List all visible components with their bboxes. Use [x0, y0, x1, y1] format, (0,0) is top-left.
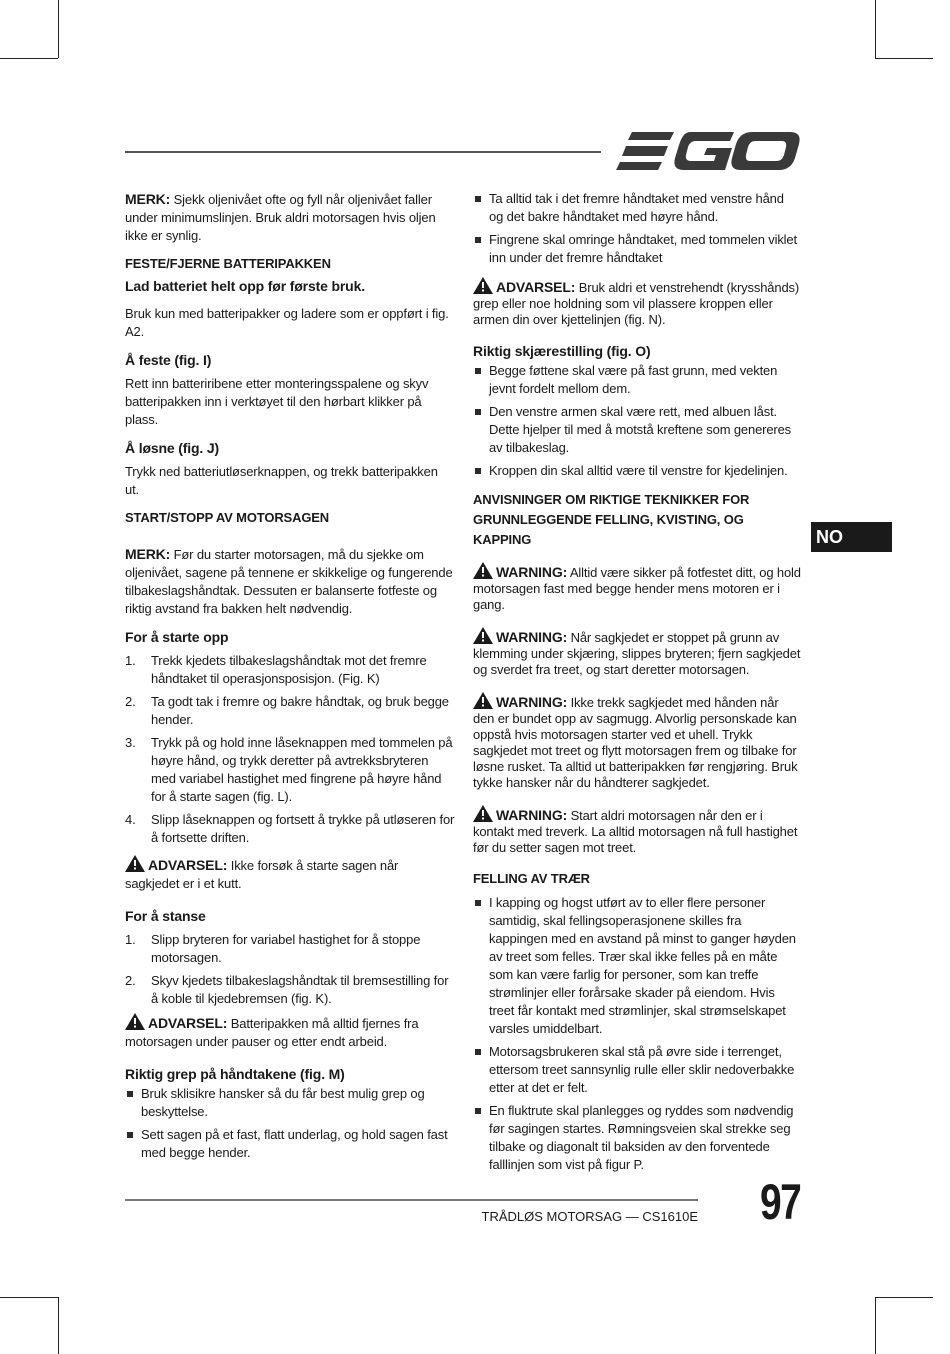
bullet-text: Motorsagsbrukeren skal stå på øvre side i terrenget, ettersom treet sannsynlig rulle eller sklir nedoverbakke etter at det er felt.: [489, 1044, 795, 1095]
bullet-text: Sett sagen på et fast, flatt underlag, og hold sagen fast med begge hender.: [141, 1127, 448, 1160]
list-item: [125, 693, 455, 729]
stance-bullets-list: [473, 362, 801, 480]
section-heading: ANVISNINGER OM RIKTIGE TEKNIKKER FOR GRUNNLEGGENDE FELLING, KVISTING, OG KAPPING: [473, 492, 750, 547]
bullet-text: Ta alltid tak i det fremre håndtaket med venstre hånd og det bakre håndtaket med høyre hånd.: [489, 191, 784, 224]
step-text: Slipp bryteren for variabel hastighet for å stoppe motorsagen.: [151, 932, 421, 965]
list-item: [473, 462, 801, 480]
page-number: 97: [760, 1174, 801, 1230]
crop-mark: [0, 58, 58, 59]
note-label: MERK:: [125, 191, 171, 207]
list-item: [473, 362, 801, 398]
header-rule: [125, 151, 601, 153]
warning-label: WARNING:: [496, 694, 568, 710]
note-text: Sjekk oljenivået ofte og fyll når oljenivået faller under minimumslinjen. Bruk aldri motorsagen hvis oljen ikke er synlig.: [125, 192, 436, 243]
list-item: [473, 190, 801, 226]
crop-mark: [875, 1297, 876, 1354]
bullet-square-icon: [127, 1132, 133, 1138]
note-start: [125, 545, 455, 618]
list-item: [473, 1102, 801, 1174]
section-heading: For å stanse: [125, 908, 206, 924]
ego-logo: [616, 128, 800, 174]
section-heading: FELLING AV TRÆR: [473, 871, 590, 886]
step-text: Slipp låseknappen og fortsett å trykke på utløseren for å fortsette driften.: [151, 812, 455, 845]
warning-triangle-icon: [125, 855, 145, 872]
warning-block: [473, 627, 801, 678]
warning-block: [125, 855, 455, 893]
list-item: [473, 894, 801, 1038]
crop-mark: [58, 0, 59, 58]
right-column: [473, 190, 801, 1182]
step-number: 1.: [125, 653, 136, 668]
warning-block: [473, 277, 801, 328]
warning-label: WARNING:: [496, 807, 568, 823]
warning-triangle-icon: [473, 277, 493, 294]
section-heading: Riktig skjærestilling (fig. O): [473, 343, 651, 359]
list-item: [125, 811, 455, 847]
bullet-text: Fingrene skal omringe håndtaket, med tommelen viklet inn under det fremre håndtaket: [489, 232, 797, 265]
step-text: Trykk på og hold inne låseknappen med tommelen på høyre hånd, og trykk deretter på avtrekksbryteren med variabel hastighet med fingrene på høyre hånd for å starte sagen (fig. L).: [151, 735, 453, 804]
list-item: [473, 403, 801, 457]
warning-triangle-icon: [125, 1013, 145, 1030]
note-text: Før du starter motorsagen, må du sjekke om oljenivået, sagene på tennene er skikkelige og fungerende tilbakeslagshåndtak. Dessuten er balanserte fotfeste og riktig avstand fra bakken helt nødvendig.: [125, 547, 453, 616]
bullet-square-icon: [475, 468, 481, 474]
language-badge: NO: [811, 522, 892, 552]
warning-label: WARNING:: [496, 564, 568, 580]
bullet-text: Begge føttene skal være på fast grunn, med vekten jevnt fordelt mellom dem.: [489, 363, 778, 396]
warning-text: Bruk aldri et venstrehendt (kryssһånds) grep eller noe holdning som vil plassere kroppen eller armen din over kjettelinjen (fig. N).: [473, 280, 800, 327]
bullet-text: Kroppen din skal alltid være til venstre for kjedelinjen.: [489, 463, 788, 478]
warning-text: Ikke forsøk å starte sagen når sagkjedet er i et kutt.: [125, 858, 399, 891]
bullet-square-icon: [475, 237, 481, 243]
note-label: MERK:: [125, 546, 171, 562]
warning-text: Start aldri motorsagen når den er i kontakt med treverk. La alltid motorsagen nå full hastighet før du setter sagen mot treet.: [473, 808, 798, 855]
warning-label: WARNING:: [496, 629, 568, 645]
grip-bullets-list: [125, 1085, 455, 1162]
list-item: [125, 931, 455, 967]
list-item: [125, 652, 455, 688]
crop-mark: [875, 1297, 933, 1298]
list-item: [125, 734, 455, 806]
section-heading: FESTE/FJERNE BATTERIPAKKEN: [125, 256, 331, 271]
start-steps-list: [125, 652, 455, 847]
section-heading: START/STOPP AV MOTORSAGEN: [125, 510, 330, 525]
warning-label: ADVARSEL:: [148, 857, 228, 873]
crop-mark: [875, 58, 933, 59]
bullet-square-icon: [127, 1091, 133, 1097]
list-item: [125, 1085, 455, 1121]
stop-steps-list: [125, 931, 455, 1008]
list-item: [473, 231, 801, 267]
bullet-square-icon: [475, 196, 481, 202]
bullet-text: En fluktrute skal planlegges og ryddes som nødvendig før sagingen startes. Rømningsveien skal strekke seg tilbake og diagonalt til baksiden av den forventede falllinjen som vist på figur P.: [489, 1103, 794, 1172]
step-text: Ta godt tak i fremre og bakre håndtak, og bruk begge hender.: [151, 694, 449, 727]
warning-triangle-icon: [473, 627, 493, 644]
note-oil: [125, 190, 455, 245]
step-number: 4.: [125, 812, 136, 827]
bullet-square-icon: [475, 409, 481, 415]
footer-title: TRÅDLØS MOTORSAG — CS1610E: [481, 1209, 698, 1224]
footer-rule: [125, 1199, 698, 1201]
list-item: [125, 1126, 455, 1162]
warning-label: ADVARSEL:: [148, 1015, 228, 1031]
step-text: Trekk kjedets tilbakeslagshåndtak mot det fremre håndtaket til operasjonsposisjon. (Fig. K): [151, 653, 427, 686]
list-item: [125, 972, 455, 1008]
warning-text: Ikke trekk sagkjedet med hånden når den er bundet opp av sagmugg. Alvorlig personskade kan oppstå hvis motorsagen starter ved et uhell. Trykk sagkjedet mot treet og flytt motorsagen frem og tilbake for løsne rusket. Ta alltid ut batteripakken før rengjøring. Bruk tykke hansker når du håndterer sagkjedet.: [473, 695, 798, 790]
warning-block: [125, 1013, 455, 1051]
crop-mark: [0, 1297, 58, 1298]
step-number: 3.: [125, 735, 136, 750]
crop-mark: [58, 1297, 59, 1354]
section-heading: Riktig grep på håndtakene (fig. M): [125, 1066, 345, 1082]
step-number: 2.: [125, 694, 136, 709]
warning-block: [473, 692, 801, 791]
paragraph: Bruk kun med batteripakker og ladere som er oppført i fig. A2.: [125, 306, 449, 339]
warning-text: Alltid være sikker på fotfestet ditt, og hold motorsagen fast med begge hender mens motoren er i gang.: [473, 565, 801, 612]
bullet-square-icon: [475, 368, 481, 374]
bullet-square-icon: [475, 1108, 481, 1114]
crop-mark: [875, 0, 876, 58]
bullet-text: I kapping og hogst utført av to eller flere personer samtidig, skal fellingsoperasjonene skilles fra kappingen med en avstand på minst to ganger høyden av treet som felles. Trær skal ikke felles på en måte som kan være farlig for personer, som kan treffe strømlinjer eller forårsake skader på eiendom. Hvis treet får kontakt med strømlinjer, skal strømselskapet varsles umiddelbart.: [489, 895, 796, 1036]
paragraph: Rett inn batteriribene etter monteringsspalene og skyv batteripakken inn i verktøyet til den hørbart klikker på plass.: [125, 376, 429, 427]
step-number: 2.: [125, 973, 136, 988]
section-heading: Å feste (fig. I): [125, 352, 212, 368]
bullet-text: Den venstre armen skal være rett, med albuen låst. Dette hjelper til med å motstå kreftene som genereres av tilbakeslag.: [489, 404, 792, 455]
list-item: [473, 1043, 801, 1097]
warning-text: Når sagkjedet er stoppet på grunn av klemming under skjæring, slippes bryteren; fjern sagkjedet og sverdet fra treet, og start deretter motorsagen.: [473, 630, 801, 677]
step-text: Skyv kjedets tilbakeslagshåndtak til bremsestilling for å koble til kjedebremsen (fig. K).: [151, 973, 449, 1006]
felling-bullets-list: [473, 894, 801, 1174]
bullet-square-icon: [475, 1049, 481, 1055]
warning-triangle-icon: [473, 692, 493, 709]
bullet-square-icon: [475, 900, 481, 906]
warning-triangle-icon: [473, 805, 493, 822]
warning-block: [473, 805, 801, 856]
left-column: [125, 190, 455, 1170]
warning-block: [473, 562, 801, 613]
warning-text: Batteripakken må alltid fjernes fra motorsagen under pauser og etter endt arbeid.: [125, 1016, 419, 1049]
grip-bullets-continued: [473, 190, 801, 267]
section-subheading: Lad batteriet helt opp før første bruk.: [125, 278, 365, 294]
paragraph: Trykk ned batteriutløserknappen, og trekk batteripakken ut.: [125, 464, 438, 497]
step-number: 1.: [125, 932, 136, 947]
bullet-text: Bruk sklisikre hansker så du får best mulig grep og beskyttelse.: [141, 1086, 425, 1119]
section-heading: For å starte opp: [125, 629, 229, 645]
warning-label: ADVARSEL:: [496, 279, 576, 295]
warning-triangle-icon: [473, 562, 493, 579]
section-heading: Å løsne (fig. J): [125, 440, 220, 456]
